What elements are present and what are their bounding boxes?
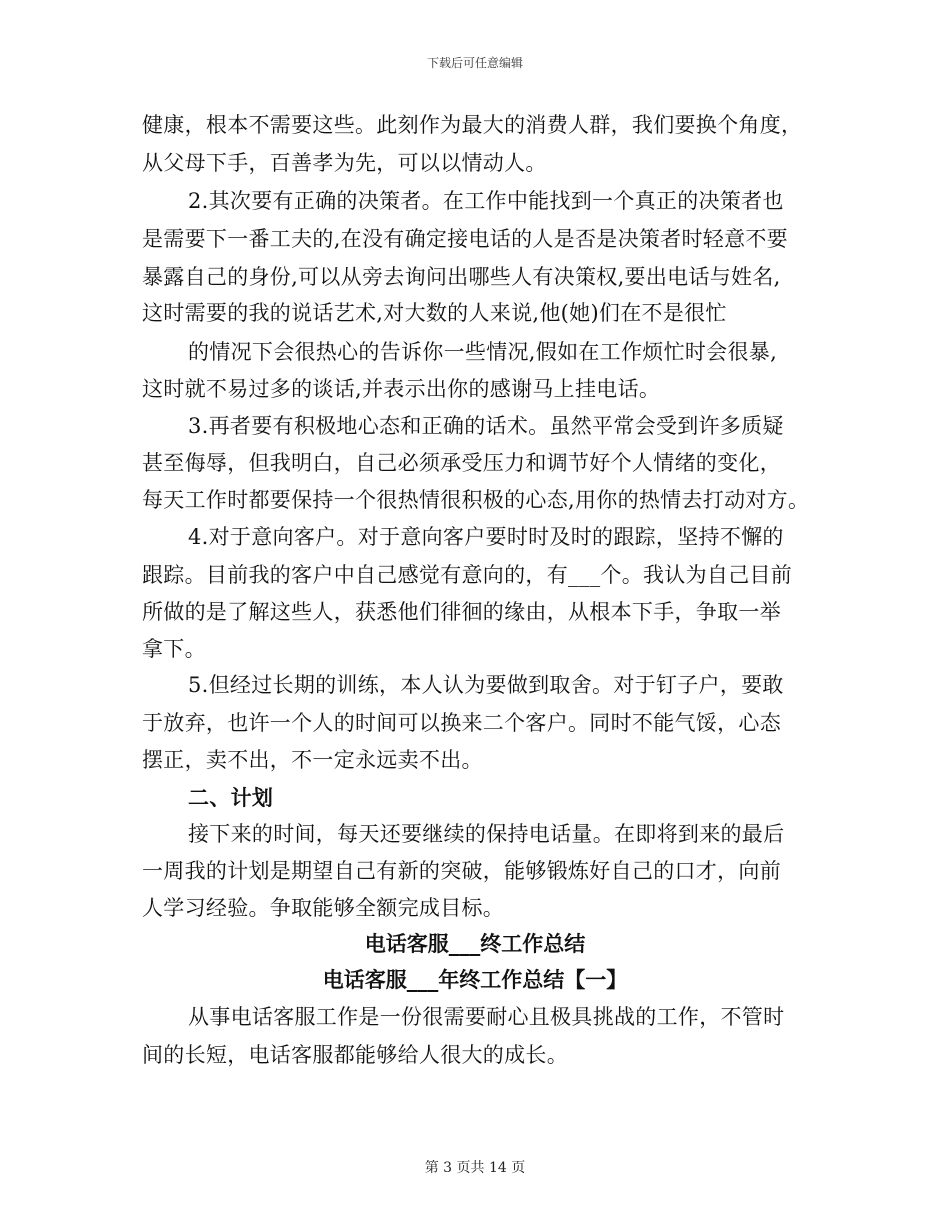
body-line: 的情况下会很热心的告诉你一些情况,假如在工作烦忙时会很暴,	[188, 340, 778, 364]
body-line: 于放弃，也许一个人的时间可以换来二个客户。同时不能气馁，心态	[142, 711, 781, 735]
page-footer: 第 3 页共 14 页	[424, 1160, 526, 1176]
body-line: 一周我的计划是期望自己有新的突破，能够锻炼好自己的口才，向前	[142, 859, 781, 883]
body-line: 从父母下手，百善孝为先，可以以情动人。	[142, 151, 547, 175]
body-line: 5.但经过长期的训练，本人认为要做到取舍。对于钉子户，要敢	[188, 673, 784, 697]
body-line: 健康，根本不需要这些。此刻作为最大的消费人群，我们要换个角度，	[142, 113, 803, 137]
section-heading: 二、计划	[188, 785, 274, 810]
body-line: 这时就不易过多的谈话,并表示出你的感谢马上挂电话。	[142, 377, 661, 401]
body-line: 暴露自己的身份,可以从旁去询问出哪些人有决策权,要出电话与姓名,	[142, 265, 781, 289]
document-subtitle: 电话客服___年终工作总结【一】	[322, 967, 628, 992]
body-line: 所做的是了解这些人，获悉他们徘徊的缘由，从根本下手，争取一举	[142, 600, 781, 624]
document-title: 电话客服___终工作总结	[364, 931, 586, 956]
body-line: 2.其次要有正确的决策者。在工作中能找到一个真正的决策者也	[188, 189, 784, 213]
body-line: 3.再者要有积极地心态和正确的话术。虽然平常会受到许多质疑	[188, 414, 784, 438]
body-line: 4.对于意向客户。对于意向客户要时时及时的跟踪，坚持不懈的	[188, 525, 784, 549]
page-header: 下载后可任意编辑	[426, 56, 523, 70]
body-line: 这时需要的我的说话艺术,对大数的人来说,他(她)们在不是很忙	[142, 301, 727, 325]
body-line: 是需要下一番工夫的,在没有确定接电话的人是否是决策者时轻意不要	[142, 227, 788, 251]
body-line: 摆正，卖不出，不一定永远卖不出。	[142, 748, 483, 772]
body-line: 接下来的时间，每天还要继续的保持电话量。在即将到来的最后	[188, 822, 785, 846]
body-line: 拿下。	[142, 637, 206, 661]
body-line: 甚至侮辱，但我明白，自己必须承受压力和调节好个人情绪的变化，	[142, 451, 781, 475]
body-line: 每天工作时都要保持一个很热情很积极的心态,用你的热情去打动对方。	[142, 488, 810, 512]
body-line: 从事电话客服工作是一份很需要耐心且极具挑战的工作，不管时	[188, 1005, 785, 1029]
body-line: 跟踪。目前我的客户中自己感觉有意向的，有___个。我认为自己目前	[142, 563, 793, 587]
body-line: 人学习经验。争取能够全额完成目标。	[142, 896, 505, 920]
body-line: 间的长短，电话客服都能够给人很大的成长。	[142, 1043, 568, 1067]
